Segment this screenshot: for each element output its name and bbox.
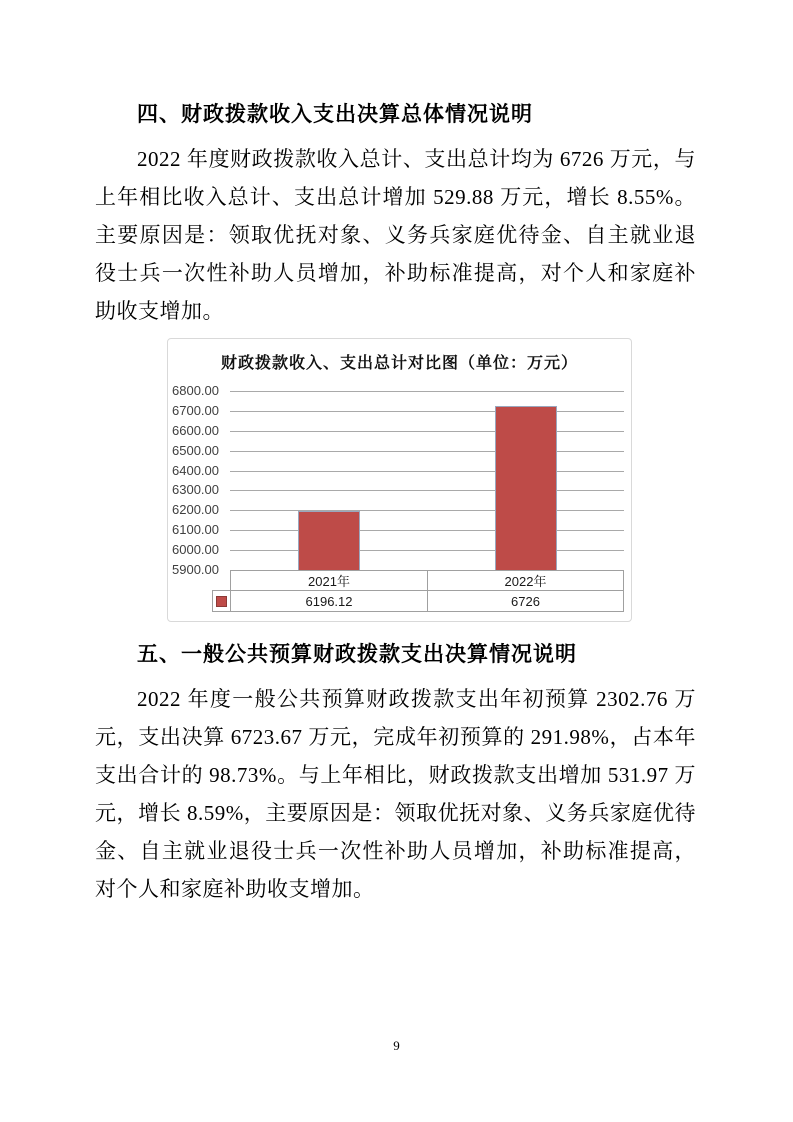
y-axis-tick-label: 6800.00 [172, 383, 219, 398]
bar-2022年 [495, 406, 557, 570]
gridline [230, 431, 624, 432]
y-axis-tick-label: 6100.00 [172, 522, 219, 538]
y-axis-tick-label: 6700.00 [172, 402, 219, 418]
gridline [230, 411, 624, 412]
series-legend-key-icon [216, 596, 227, 607]
category-label-2021: 2021年 [230, 570, 428, 591]
chart-data-table [212, 570, 624, 612]
y-axis-tick-label: 6300.00 [172, 482, 219, 498]
gridline [230, 510, 624, 511]
y-axis-tick-label: 6600.00 [172, 422, 219, 438]
section-4-paragraph: 2022 年度财政拨款收入总计、支出总计均为 6726 万元，与上年相比收入总计、支出总计增加 529.88 万元，增长 8.55%。主要原因是：领取优抚对象、义务兵家庭优待金、自主就业退役士兵一次性补助人员增加，补助标准提高，对个人和家庭补助收支增加。 [95, 147, 696, 323]
y-axis [168, 383, 223, 577]
y-axis-tick-label: 6000.00 [172, 542, 219, 558]
gridline [230, 451, 624, 452]
page-content [95, 100, 696, 908]
chart-plot-area [230, 391, 624, 570]
y-axis-tick-label: 5900.00 [172, 562, 219, 577]
chart-title: 财政拨款收入、支出总计对比图（单位：万元） [220, 355, 578, 372]
gridline [230, 550, 624, 551]
gridline [230, 391, 624, 392]
category-label-2022: 2022年 [427, 570, 624, 591]
y-axis-tick-label: 6500.00 [172, 442, 219, 458]
value-cell-2021: 6196.12 [230, 590, 428, 612]
value-cell-2022: 6726 [427, 590, 624, 612]
chart-funding-comparison [167, 338, 632, 622]
y-axis-tick-label: 6400.00 [172, 462, 219, 478]
legend-key-cell [212, 590, 231, 612]
section-5-heading: 五、一般公共预算财政拨款支出决算情况说明 [137, 643, 577, 666]
gridline [230, 471, 624, 472]
y-axis-tick-label: 6200.00 [172, 502, 219, 518]
gridline [230, 490, 624, 491]
page-number: 9 [393, 1038, 400, 1053]
section-4-heading: 四、财政拨款收入支出决算总体情况说明 [137, 103, 533, 126]
gridline [230, 530, 624, 531]
bar-2021年 [298, 511, 360, 570]
section-5-paragraph: 2022 年度一般公共预算财政拨款支出年初预算 2302.76 万元，支出决算 6723.67 万元，完成年初预算的 291.98%，占本年支出合计的 98.73%。与上年相比，财政拨款支出增加 531.97 万元，增长 8.59%，主要原因是：领取优抚对象、义务兵家庭优待金、自主就业退役士兵一次性补助人员增加，补助标准提高，对个人和家庭补助收支增加。 [95, 687, 696, 901]
